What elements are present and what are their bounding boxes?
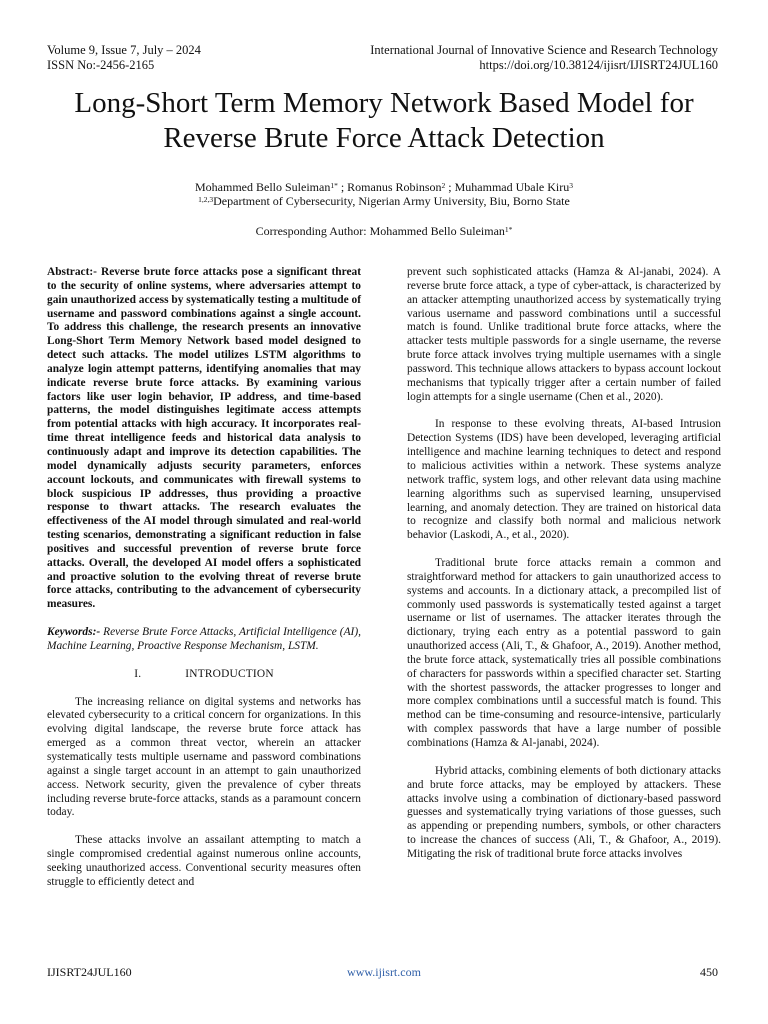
paragraph: Hybrid attacks, combining elements of both dictionary attacks and brute force attacks, may be employed by attackers. These attacks involve using a combination of dictionary-based password guesses and systematically trying variations of those guesses, such as appending or prepending numbers, symbols, or other characters to increase the chances of success (Ali, T., & Ghafoor, A., 2019). Mitigating the risk of traditional brute force attacks involves <box>407 764 721 860</box>
header-left <box>47 43 201 73</box>
author-3-sup: 3 <box>569 181 573 190</box>
left-column <box>47 266 361 904</box>
paragraph: prevent such sophisticated attacks (Hamza & Al-janabi, 2024). A reverse brute force attack, a type of cyber-attack, is characterized by an attacker attempting unauthorized access by systematically trying various username and password combinations until a successful match is found. Unlike traditional brute force attacks, where the attacker tests multiple passwords for a single username, the reverse brute force attack involves trying multiple usernames with a single password. This technique allows attackers to bypass account lockout mechanisms that typically trigger after a certain number of failed login attempts for a single username (Chen et al., 2020). <box>407 266 721 403</box>
title-line-2: Reverse Brute Force Attack Detection <box>163 122 605 154</box>
corresponding-author-text: Corresponding Author: Mohammed Bello Suleiman <box>255 224 505 238</box>
paragraph: These attacks involve an assailant attempting to match a single compromised credential against numerous online accounts, seeking unauthorized access. Conventional security measures often struggle to efficiently detect and <box>47 834 361 888</box>
section-number: I. <box>134 667 142 680</box>
doi-link[interactable]: https://doi.org/10.38124/ijisrt/IJISRT24JUL160 <box>479 58 718 72</box>
keywords-text: Reverse Brute Force Attacks, Artificial Intelligence (AI), Machine Learning, Proactive Response Mechanism, LSTM. <box>47 626 361 652</box>
paragraph: The increasing reliance on digital systems and networks has elevated cybersecurity to a critical concern for organizations. In this evolving digital landscape, the reverse brute force attack has emerged as a common threat vector, wherein an attacker systematically tests multiple username and password combinations against a single target account in an attempt to gain unauthorized access. Network security, given the prevalence of cyber threats including reverse brute-force attacks, stands as a paramount concern today. <box>47 695 361 819</box>
paper-title <box>30 86 738 156</box>
author-2-sup: 2 <box>441 181 446 190</box>
corresponding-author <box>0 224 768 239</box>
footer-website-link[interactable]: www.ijisrt.com <box>347 965 421 979</box>
footer-paper-id: IJISRT24JUL160 <box>47 965 132 979</box>
right-column <box>407 266 721 876</box>
keywords <box>47 626 361 654</box>
corresponding-author-sup: 1* <box>504 225 513 234</box>
paragraph: In response to these evolving threats, AI-based Intrusion Detection Systems (IDS) have been developed, leveraging artificial intelligence and machine learning techniques to detect and respond to malicious activities within a network. These systems analyze network traffic, system logs, and other relevant data using machine learning algorithms such as supervised learning, unsupervised learning, and anomaly detection. They are trained on historical data to recognize and classify both normal and malicious network behavior (Laskodi, A., et al., 2020). <box>407 418 721 542</box>
journal-name: International Journal of Innovative Science and Research Technology <box>370 43 718 57</box>
author-1-sup: 1* <box>330 181 338 190</box>
volume-issue: Volume 9, Issue 7, July – 2024 <box>47 43 201 57</box>
title-line-1: Long-Short Term Memory Network Based Model for <box>74 87 694 119</box>
author-list <box>0 180 768 195</box>
issn: ISSN No:-2456-2165 <box>47 58 155 72</box>
section-heading <box>47 668 361 682</box>
section-title: INTRODUCTION <box>185 667 274 680</box>
author-2: Romanus Robinson <box>347 180 442 194</box>
abstract: Abstract:- Reverse brute force attacks pose a significant threat to the security of online systems, where adversaries attempt to gain unauthorized access by systematically testing a multitude of username and password combinations against a single account. To address this challenge, the research presents an innovative Long-Short Term Memory Network based model designed to detect such attacks. The model utilizes LSTM algorithms to analyze login attempt patterns, identifying anomalies that may indicate reverse brute force attacks. By examining various factors like user login behavior, IP address, and time-based patterns, the model distinguishes legitimate access attempts from potential attacks with high accuracy. It incorporates real-time threat intelligence feeds and historical data analysis to continuously adapt and improve its detection capabilities. The model dynamically adjusts security parameters, enforces account lockouts, and communicates with firewall systems to block suspicious IP addresses, thus providing a proactive response to thwart attacks. The research evaluates the effectiveness of the AI model through simulated and real-world testing scenarios, demonstrating a significant reduction in false positives and successful prevention of reverse brute force attacks. Overall, the developed AI model offers a sophisticated and proactive solution to the evolving threat of reverse brute force attacks, contributing to the advancement of cybersecurity measures. <box>47 266 361 611</box>
header-right <box>370 43 718 73</box>
affiliation <box>0 194 768 209</box>
paragraph: Traditional brute force attacks remain a common and straightforward method for attackers to gain unauthorized access to systems and accounts. In a dictionary attack, a precompiled list of commonly used passwords is systematically tested against a target username or list of usernames. The attacker iterates through the dictionary, trying each entry as a potential password to gain unauthorized access (Ali, T., & Ghafoor, A., 2019). Another method, the brute force attack, systematically tries all possible combinations of characters for passwords within a specified character set. Starting with the shortest passwords, the attacker progresses to longer and more complex combinations until a successful match is found. This method can be time-consuming and resource-intensive, particularly with complex passwords that have a large number of possible combinations (Hamza & Al-janabi, 2024). <box>407 557 721 749</box>
keywords-label: Keywords:- <box>47 626 101 639</box>
author-3: Muhammad Ubale Kiru <box>454 180 570 194</box>
author-separator: ; <box>445 180 455 194</box>
author-1: Mohammed Bello Suleiman <box>195 180 331 194</box>
author-separator: ; <box>337 180 348 194</box>
affiliation-sup: 1,2,3 <box>198 195 214 204</box>
affiliation-text: Department of Cybersecurity, Nigerian Army University, Biu, Borno State <box>213 194 570 208</box>
page-number: 450 <box>700 965 718 979</box>
